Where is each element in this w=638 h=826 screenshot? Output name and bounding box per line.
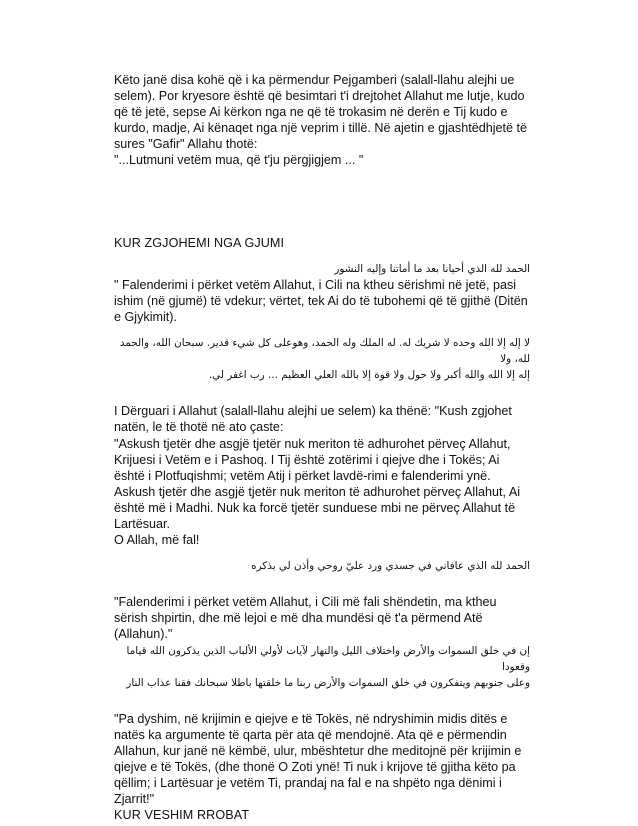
intro-quote: "...Lutmuni vetëm mua, që t'ju përgjigjem ... ": [114, 153, 364, 168]
hadith-text: "Askush tjetër dhe asgjë tjetër nuk meriton të adhurohet përveç Allahut, Krijuesi i Vetëm e i Pashoq. I Tij është zotërimi i qiejve dhe i Tokës; Ai është i Plotfuqishmi; vetëm Atij i përket lavdë-rimi e falenderimi ynë. Askush tjetër dhe asgjë tjetër nuk meriton të adhurohet përveç Allahut, Ai është më i Madhi. Nuk ka forcë tjetër sunduese mbi ne përveç Allahut të Lartësuar.: [114, 436, 521, 531]
spacer: [114, 251, 530, 261]
ayah-translation: "Pa dyshim, në krijimin e qiejve e të Tokës, në ndryshimin midis ditës e natës ka argumente të qarta për ata që mendojnë. Ata që e përmendin Allahun, kur janë në këmbë, ulur, mbështetur dhe meditojnë për krijimin e qiejve e të Tokës, (dhe thonë O Zoti ynë! Ti nuk i krijove të gjitha këto pa qëllim; i Lartësuar je vetëm Ti, prandaj na fal e na shpëto nga dënimi i Zjarrit!": [114, 711, 522, 807]
arabic-ayah-line-2: وعلى جنوبهم ويتفكرون في خلق السموات والأرض ربنا ما خلقتها باطلا سبحانك فقنا عذاب النار: [126, 676, 530, 689]
spacer: [114, 548, 530, 558]
intro-paragraph: Këto janë disa kohë që i ka përmendur Pejgamberi (salall-llahu alejhi ue selem). Por kryesore është që besimtari t'i drejtohet Allahut me lutje, kudo që të jetë, sepse Ai kërkon nga ne që të trokasim në derën e Tij kudo e kurdo, madje, Ai kënaqet nga një veprim i tillë. Në ajetin e gjashtëdhjetë të sures "Gafir" Allahu thotë:: [114, 73, 528, 152]
spacer: [114, 383, 530, 403]
spacer: [114, 325, 530, 335]
hadith-intro: I Dërguari i Allahut (salall-llahu alejhi ue selem) ka thënë: "Kush zgjohet natën, le të thotë në ato çaste:: [114, 404, 512, 435]
arabic-dua-waking: الحمد لله الذي أحيانا بعد ما أماتنا وإليه النشور: [334, 262, 530, 275]
arabic-dhikr-line-2: إله إلا الله والله أكبر ولا حول ولا قوة إلا بالله العلي العظيم ... رب اغفر لي.: [208, 369, 530, 382]
dua-translation: " Falenderimi i përket vetëm Allahut, i Cili na ktheu sërishmi në jetë, pasi ishim (në gjumë) të vdekur; vërtet, tek Ai do të tubohemi që të gjithë (Ditën e Gjykimit).: [114, 277, 528, 324]
section-heading-dressing: KUR VESHIM RROBAT: [114, 808, 250, 823]
document-page: [114, 72, 530, 823]
spacer: [114, 691, 530, 711]
spacer: [114, 574, 530, 594]
closing-line: O Allah, më fal!: [114, 533, 200, 548]
arabic-ayah-line-1: إن في خلق السموات والأرض واختلاف الليل والنهار لآيات لأولي الألباب الذين يذكرون الله قياما وقعودا: [126, 644, 530, 673]
arabic-dua-health: الحمد لله الذي عافاني في جسدي ورد عليّ روحي وأذن لي بذكره: [251, 560, 530, 573]
spacer: [114, 169, 530, 235]
arabic-dhikr-line-1: لا إله إلا الله وحده لا شريك له. له الملك وله الحمد، وهوعلى كل شيء قدير. سبحان الله، والحمد لله، ولا: [119, 337, 530, 366]
section-heading-waking: KUR ZGJOHEMI NGA GJUMI: [114, 235, 285, 250]
health-dua-translation: "Falenderimi i përket vetëm Allahut, i Cili më fali shëndetin, ma ktheu sërish shpirtin, dhe më lejoi e më dha mundësi që t'a përmend Atë (Allahun).": [114, 595, 497, 642]
